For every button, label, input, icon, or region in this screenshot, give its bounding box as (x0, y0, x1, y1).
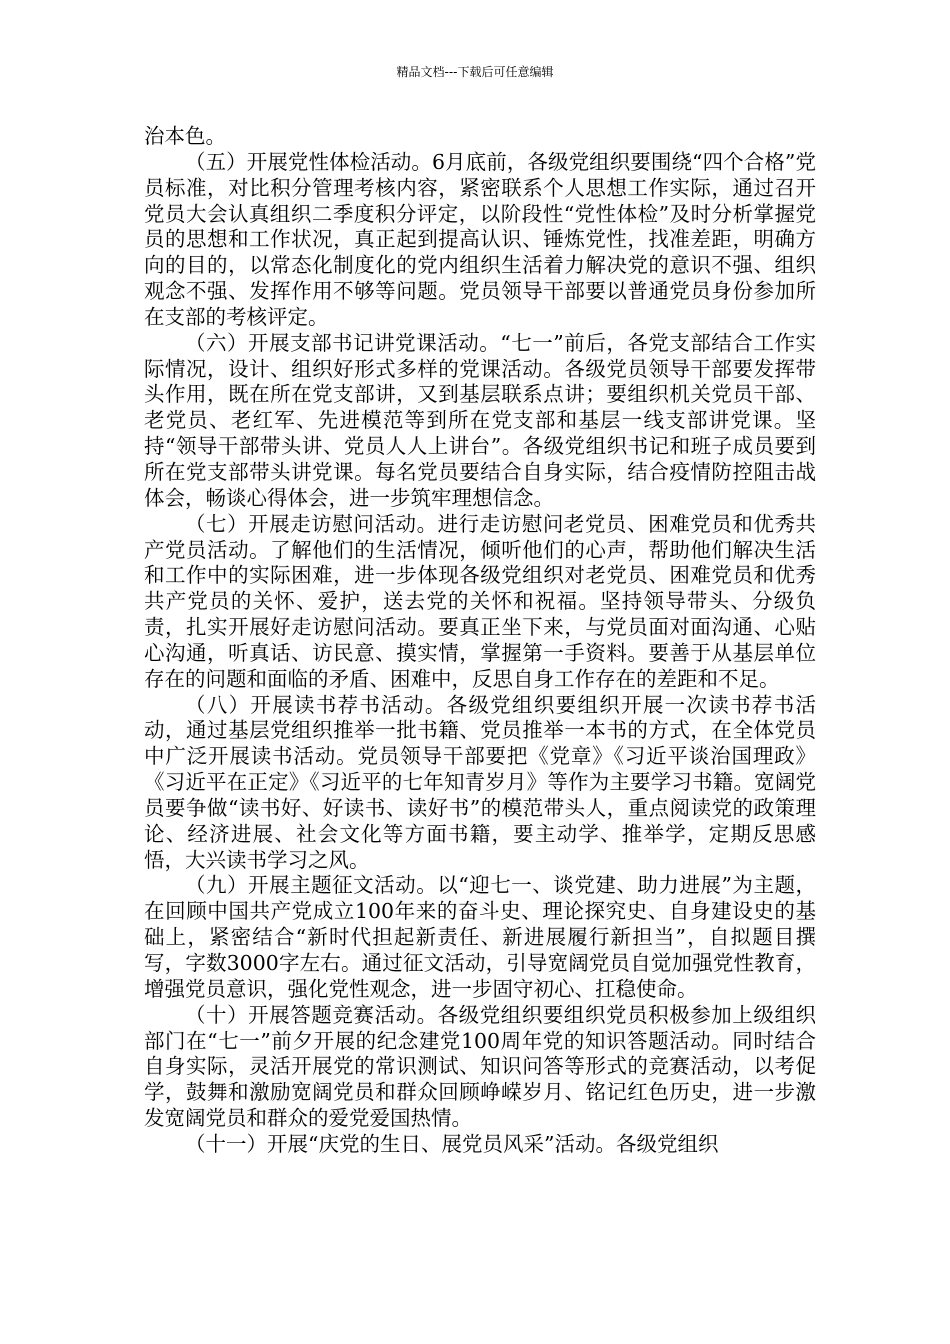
paragraph-section-7: （七）开展走访慰问活动。进行走访慰问老党员、困难党员和优秀共产党员活动。了解他们的生活情况，倾听他们的心声，帮助他们解决生活和工作中的实际困难，进一步体现各级党组织对老党员、困难党员和优秀共产党员的关怀、爱护，送去党的关怀和祝福。坚持领导带头、分级负责，扎实开展好走访慰问活动。要真正坐下来，与党员面对面沟通、心贴心沟通，听真话、访民意、摸实情，掌握第一手资料。要善于从基层单位存在的问题和面临的矛盾、困难中，反思自身工作存在的差距和不足。 (144, 511, 816, 691)
paragraph-section-8: （八）开展读书荐书活动。各级党组织要组织开展一次读书荐书活动，通过基层党组织推举一批书籍、党员推举一本书的方式，在全体党员中广泛开展读书活动。党员领导干部要把《党章》《习近平谈治国理政》《习近平在正定》《习近平的七年知青岁月》等作为主要学习书籍。宽阔党员要争做“读书好、好读书、读好书”的模范带头人，重点阅读党的政策理论、经济进展、社会文化等方面书籍，要主动学、推举学，定期反思感悟，大兴读书学习之风。 (144, 692, 816, 872)
paragraph-section-5: （五）开展党性体检活动。6月底前，各级党组织要围绕“四个合格”党员标准，对比积分管理考核内容，紧密联系个人思想工作实际，通过召开党员大会认真组织二季度积分评定，以阶段性“党性体检”及时分析掌握党员的思想和工作状况，真正起到提高认识、锤炼党性，找准差距，明确方向的目的，以常态化制度化的党内组织生活着力解决党的意识不强、组织观念不强、发挥作用不够等问题。党员领导干部要以普通党员身份参加所在支部的考核评定。 (144, 149, 816, 329)
page-header: 精品文档---下载后可任意编辑 (396, 65, 554, 79)
document-body (144, 124, 816, 1158)
paragraph-section-6: （六）开展支部书记讲党课活动。“七一”前后，各党支部结合工作实际情况，设计、组织好形式多样的党课活动。各级党员领导干部要发挥带头作用，既在所在党支部讲，又到基层联系点讲；要组织机关党员干部、老党员、老红军、先进模范等到所在党支部和基层一线支部讲党课。坚持“领导干部带头讲、党员人人上讲台”。各级党组织书记和班子成员要到所在党支部带头讲党课。每名党员要结合自身实际，结合疫情防控阻击战体会，畅谈心得体会，进一步筑牢理想信念。 (144, 330, 816, 510)
paragraph-section-11: （十一）开展“庆党的生日、展党员风采”活动。各级党组织 (185, 1131, 719, 1156)
paragraph-section-10: （十）开展答题竞赛活动。各级党组织要组织党员积极参加上级组织部门在“七一”前夕开展的纪念建党100周年党的知识答题活动。同时结合自身实际，灵活开展党的常识测试、知识问答等形式的竞赛活动，以考促学，鼓舞和激励宽阔党员和群众回顾峥嵘岁月、铭记红色历史，进一步激发宽阔党员和群众的爱党爱国热情。 (144, 1002, 816, 1131)
paragraph-section-9: （九）开展主题征文活动。以“迎七一、谈党建、助力进展”为主题，在回顾中国共产党成立100年来的奋斗史、理论探究史、自身建设史的基础上，紧密结合“新时代担起新责任、新进展履行新担当”，自拟题目撰写，字数3000字左右。通过征文活动，引导宽阔党员自觉加强党性教育，增强党员意识，强化党性观念，进一步固守初心、扛稳使命。 (144, 873, 816, 1001)
paragraph-continuation: 治本色。 (144, 124, 226, 148)
